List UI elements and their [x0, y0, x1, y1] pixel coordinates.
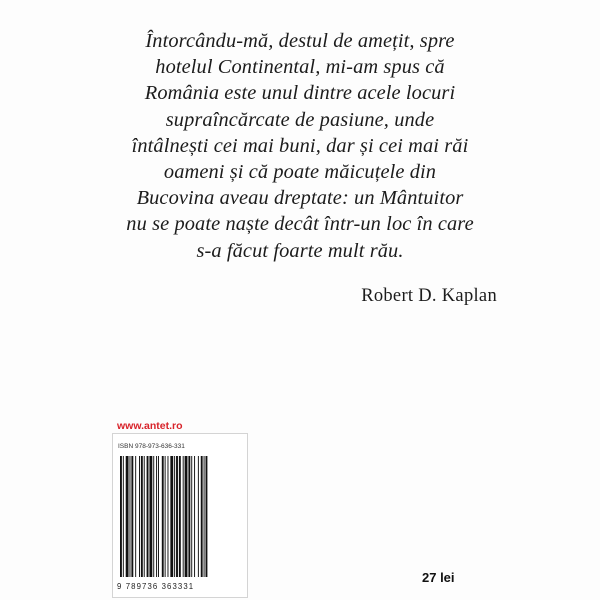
barcode-bar: [206, 456, 208, 577]
barcode-bar: [183, 456, 184, 577]
barcode-bar: [158, 456, 159, 577]
barcode-number: 9 789736 363331: [117, 582, 195, 591]
barcode-bar: [135, 456, 136, 577]
quote-line: s-a făcut foarte mult rău.: [196, 239, 404, 262]
barcode-bar: [170, 456, 173, 577]
barcode-bar: [194, 456, 195, 577]
barcode-bar: [144, 456, 145, 577]
isbn-text: ISBN 978-973-636-331: [118, 443, 185, 450]
barcode-bar: [126, 456, 129, 577]
quote-line: Bucovina aveau dreptate: un Mântuitor: [136, 187, 464, 210]
barcode-bar: [168, 456, 169, 577]
publisher-url: www.antet.ro: [117, 420, 183, 432]
price-label: 27 lei: [422, 570, 455, 585]
quote-line: nu se poate naște decât într-un loc în care: [126, 213, 474, 236]
quote-line: supraîncărcate de pasiune, unde: [165, 108, 435, 131]
barcode-bar: [176, 456, 178, 577]
barcode-bar: [198, 456, 199, 577]
barcode-bar: [185, 456, 188, 577]
barcode-icon: [120, 456, 244, 577]
barcode-bar: [149, 456, 152, 577]
quote-line: oameni și că poate măicuțele din: [163, 161, 437, 184]
barcode-bar: [120, 456, 122, 577]
barcode-bar: [191, 456, 192, 577]
quote-block: [92, 28, 508, 264]
barcode-bar: [162, 456, 164, 577]
barcode-bar: [188, 456, 190, 577]
barcode-bar: [130, 456, 131, 577]
barcode-bar: [153, 456, 154, 577]
quote-line: România este unul dintre acele locuri: [144, 82, 456, 105]
barcode-bar: [141, 456, 143, 577]
barcode-bar: [174, 456, 175, 577]
barcode-bar: [123, 456, 124, 577]
barcode-bar: [204, 456, 205, 577]
barcode-bar: [179, 456, 181, 577]
quote-author: Robert D. Kaplan: [361, 286, 497, 306]
barcode-bar: [147, 456, 149, 577]
barcode-bar: [139, 456, 140, 577]
barcode-bar: [201, 456, 203, 577]
quote-line: hotelul Continental, mi-am spus că: [155, 56, 445, 79]
barcode-label: [112, 433, 248, 598]
quote-line: întâlnești cei mai buni, dar și cei mai răi: [131, 134, 469, 157]
barcode-bar: [156, 456, 157, 577]
quote-line: Întorcându-mă, destul de amețit, spre: [145, 30, 455, 52]
barcode-bar: [131, 456, 133, 577]
barcode-bar: [165, 456, 166, 577]
